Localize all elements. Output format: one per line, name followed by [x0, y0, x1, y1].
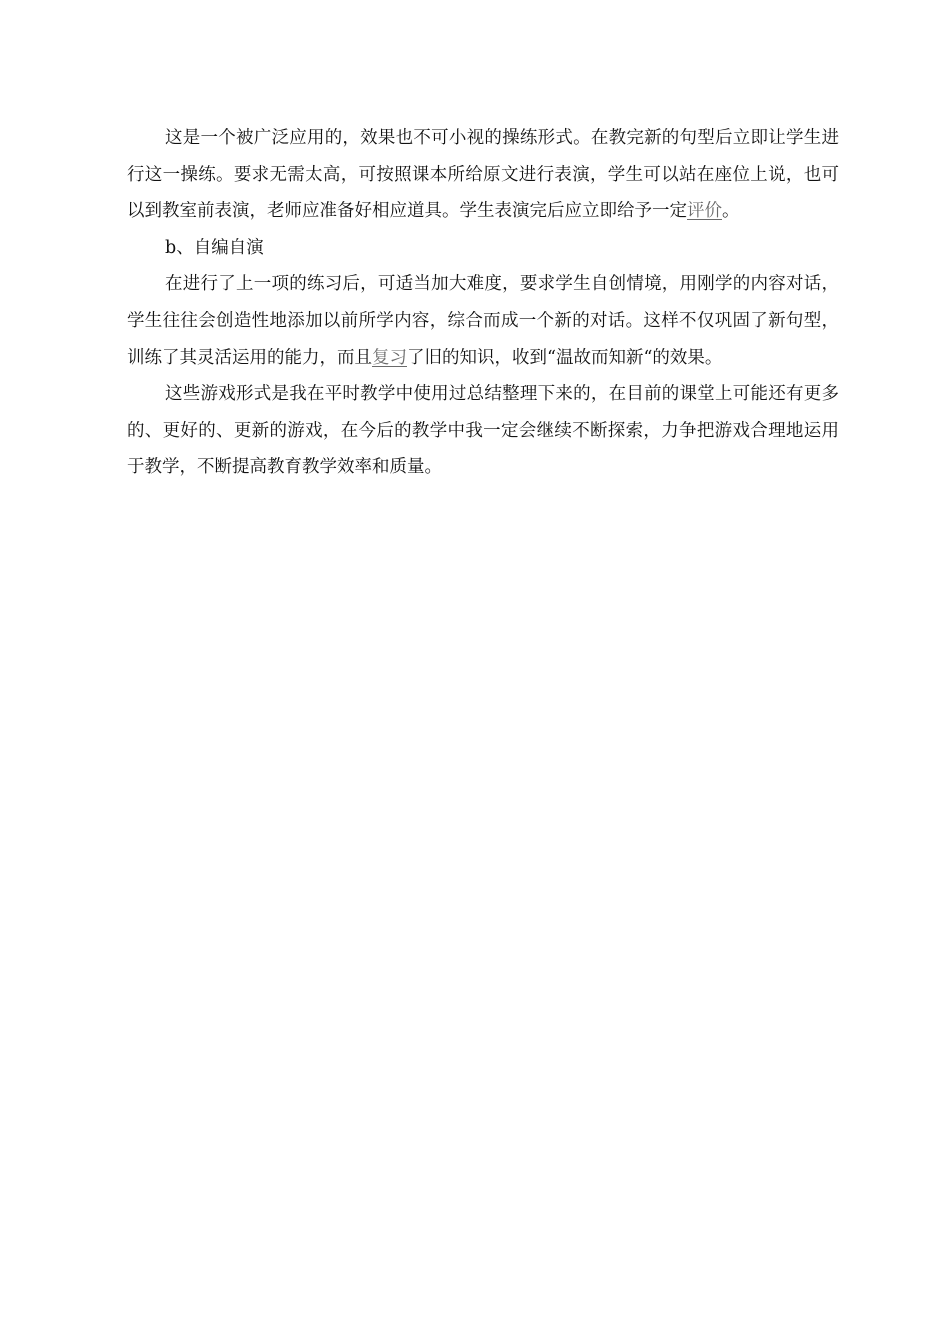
paragraph-2-text: 在进行了上一项的练习后，可适当加大难度，要求学生自创情境，用刚学的内容对话，学生往往会创造性地添加以前所学内容，综合而成一个新的对话。这样不仅巩固了新句型，训练了其灵活运用的能力，而且 [127, 274, 839, 368]
paragraph-3 [127, 376, 839, 486]
paragraph-2 [127, 266, 839, 376]
document-body [127, 120, 839, 486]
link-pingjia[interactable]: 评价 [687, 201, 722, 222]
link-fuxi[interactable]: 复习 [372, 347, 407, 368]
paragraph-1-text: 这是一个被广泛应用的，效果也不可小视的操练形式。在教完新的句型后立即让学生进行这一操练。要求无需太高，可按照课本所给原文进行表演，学生可以站在座位上说，也可以到教室前表演，老师应准备好相应道具。学生表演完后应立即给予一定 [127, 128, 839, 222]
paragraph-1 [127, 120, 839, 230]
section-heading-text: b、自编自演 [165, 237, 264, 258]
section-heading [127, 230, 839, 267]
paragraph-1-end: 。 [722, 201, 740, 222]
paragraph-2-end: 了旧的知识，收到“温故而知新“的效果。 [407, 347, 723, 368]
paragraph-3-text: 这些游戏形式是我在平时教学中使用过总结整理下来的，在目前的课堂上可能还有更多的、更好的、更新的游戏，在今后的教学中我一定会继续不断探索，力争把游戏合理地运用于教学，不断提高教育教学效率和质量。 [127, 384, 839, 478]
